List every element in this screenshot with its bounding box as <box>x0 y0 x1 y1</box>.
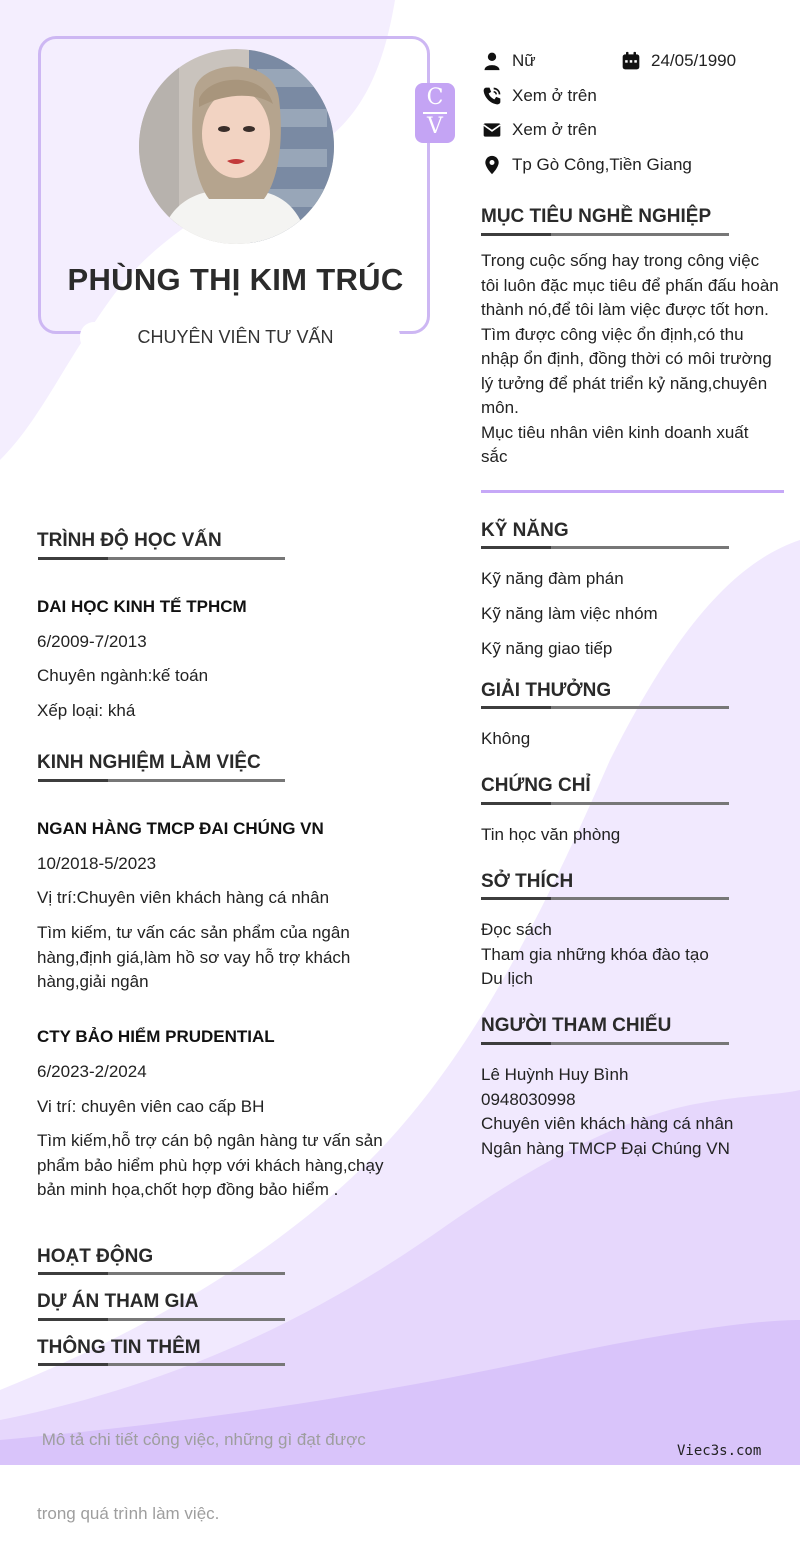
mail-icon <box>481 119 503 141</box>
more-info-heading: THÔNG TIN THÊM <box>37 1337 201 1358</box>
candidate-title: CHUYÊN VIÊN TƯ VẤN <box>137 327 334 347</box>
phone-icon <box>481 85 503 107</box>
profile-photo <box>139 49 334 244</box>
gender-info <box>481 50 536 72</box>
hobby-item: Tham gia những khóa đào tạo <box>481 944 709 964</box>
education-heading-underline <box>38 557 285 560</box>
hobby-item: Đọc sách <box>481 920 552 939</box>
person-icon <box>481 50 503 72</box>
email-text: Xem ở trên <box>512 120 597 139</box>
awards-heading: GIẢI THƯỞNG <box>481 680 612 701</box>
skill-item: Kỹ năng làm việc nhóm <box>481 604 658 623</box>
phone-text: Xem ở trên <box>512 86 597 105</box>
reference-company: Ngân hàng TMCP Đại Chúng VN <box>481 1138 730 1158</box>
gender-text: Nữ <box>512 51 536 70</box>
references-heading: NGƯỜI THAM CHIẾU <box>481 1015 672 1036</box>
references-heading-underline <box>481 1042 729 1045</box>
awards-text: Không <box>481 729 531 748</box>
experience-heading-underline <box>38 779 285 782</box>
job-position: Vị trí:Chuyên viên khách hàng cá nhân <box>37 888 330 907</box>
certificates-heading: CHỨNG CHỈ <box>481 775 591 796</box>
job-position: Vi trí: chuyên viên cao cấp BH <box>37 1097 265 1116</box>
address-info <box>481 154 692 176</box>
experience-heading: KINH NGHIỆM LÀM VIỆC <box>37 752 261 773</box>
birthday-info <box>620 50 736 72</box>
activities-heading-underline <box>38 1272 285 1275</box>
certificates-text: Tin học văn phòng <box>481 825 621 844</box>
hobby-item: Du lịch <box>481 969 533 988</box>
job-period: 10/2018-5/2023 <box>37 854 157 873</box>
email-info <box>481 119 597 141</box>
hobbies-heading: SỞ THÍCH <box>481 871 574 892</box>
certificates-heading-underline <box>481 802 729 805</box>
hobby-list <box>481 918 709 992</box>
cv-logo-c: C <box>426 85 444 110</box>
phone-info <box>481 85 597 107</box>
job-description: Tìm kiếm, tư vấn các sản phẩm của ngân hàng,định giá,làm hồ sơ vay hỗ trợ khách hàng,giải ngân <box>37 923 351 991</box>
more-info-heading-underline <box>38 1363 285 1366</box>
skill-item: Kỹ năng giao tiếp <box>481 639 613 658</box>
job-company: NGAN HÀNG TMCP ĐAI CHÚNG VN <box>37 819 324 838</box>
reference-phone: 0948030998 <box>481 1089 576 1109</box>
job-description: Tìm kiếm,hỗ trợ cán bộ ngân hàng tư vấn sản phẩm bảo hiểm phù hợp với khách hàng,chạy bản minh họa,chốt hợp đồng bảo hiểm . <box>37 1131 384 1199</box>
education-grade: Xếp loại: khá <box>37 701 136 720</box>
activities-heading: HOẠT ĐỘNG <box>37 1246 154 1267</box>
skill-item: Kỹ năng đàm phán <box>481 569 624 588</box>
skills-heading-underline <box>481 546 729 549</box>
reference-name: Lê Huỳnh Huy Bình <box>481 1065 629 1084</box>
education-heading: TRÌNH ĐỘ HỌC VẤN <box>37 530 222 551</box>
cv-logo <box>415 83 455 143</box>
right-column-divider <box>481 490 784 493</box>
reference-details <box>481 1063 733 1161</box>
calendar-icon <box>620 50 642 72</box>
hobbies-heading-underline <box>481 897 729 900</box>
job-company: CTY BẢO HIỂM PRUDENTIAL <box>37 1027 275 1046</box>
awards-heading-underline <box>481 706 729 709</box>
job-period: 6/2023-2/2024 <box>37 1062 147 1081</box>
objective-text: Trong cuộc sống hay trong công việc tôi luôn đặc mục tiêu để phấn đấu hoàn thành nó,để tôi làm việc được tốt hơn. Tìm được công việc ổn định,có thu nhập ổn định, đồng thời có môi trường lý tưởng để phát triển kỷ năng,chuyên môn. Mục tiêu nhân viên kinh doanh xuất sắc <box>481 251 779 466</box>
footer-watermark: Viec3s.com <box>677 1443 762 1459</box>
projects-heading-underline <box>38 1318 285 1321</box>
skills-heading: KỸ NĂNG <box>481 520 569 541</box>
education-major: Chuyên ngành:kế toán <box>37 666 209 685</box>
cv-logo-v: V <box>427 114 443 139</box>
reference-position: Chuyên viên khách hàng cá nhân <box>481 1114 734 1133</box>
more-info-placeholder: Mô tả chi tiết công việc, những gì đạt được trong quá trình làm việc. <box>37 1430 366 1523</box>
objective-heading: MỤC TIÊU NGHỀ NGHIỆP <box>481 206 712 227</box>
education-period: 6/2009-7/2013 <box>37 632 147 651</box>
candidate-name: PHÙNG THỊ KIM TRÚC <box>67 262 404 297</box>
location-pin-icon <box>481 154 503 176</box>
education-school: DAI HỌC KINH TẾ TPHCM <box>37 597 247 616</box>
address-text: Tp Gò Công,Tiền Giang <box>512 155 692 174</box>
birthday-text: 24/05/1990 <box>651 51 737 70</box>
projects-heading: DỰ ÁN THAM GIA <box>37 1291 199 1312</box>
objective-heading-underline <box>481 233 729 236</box>
